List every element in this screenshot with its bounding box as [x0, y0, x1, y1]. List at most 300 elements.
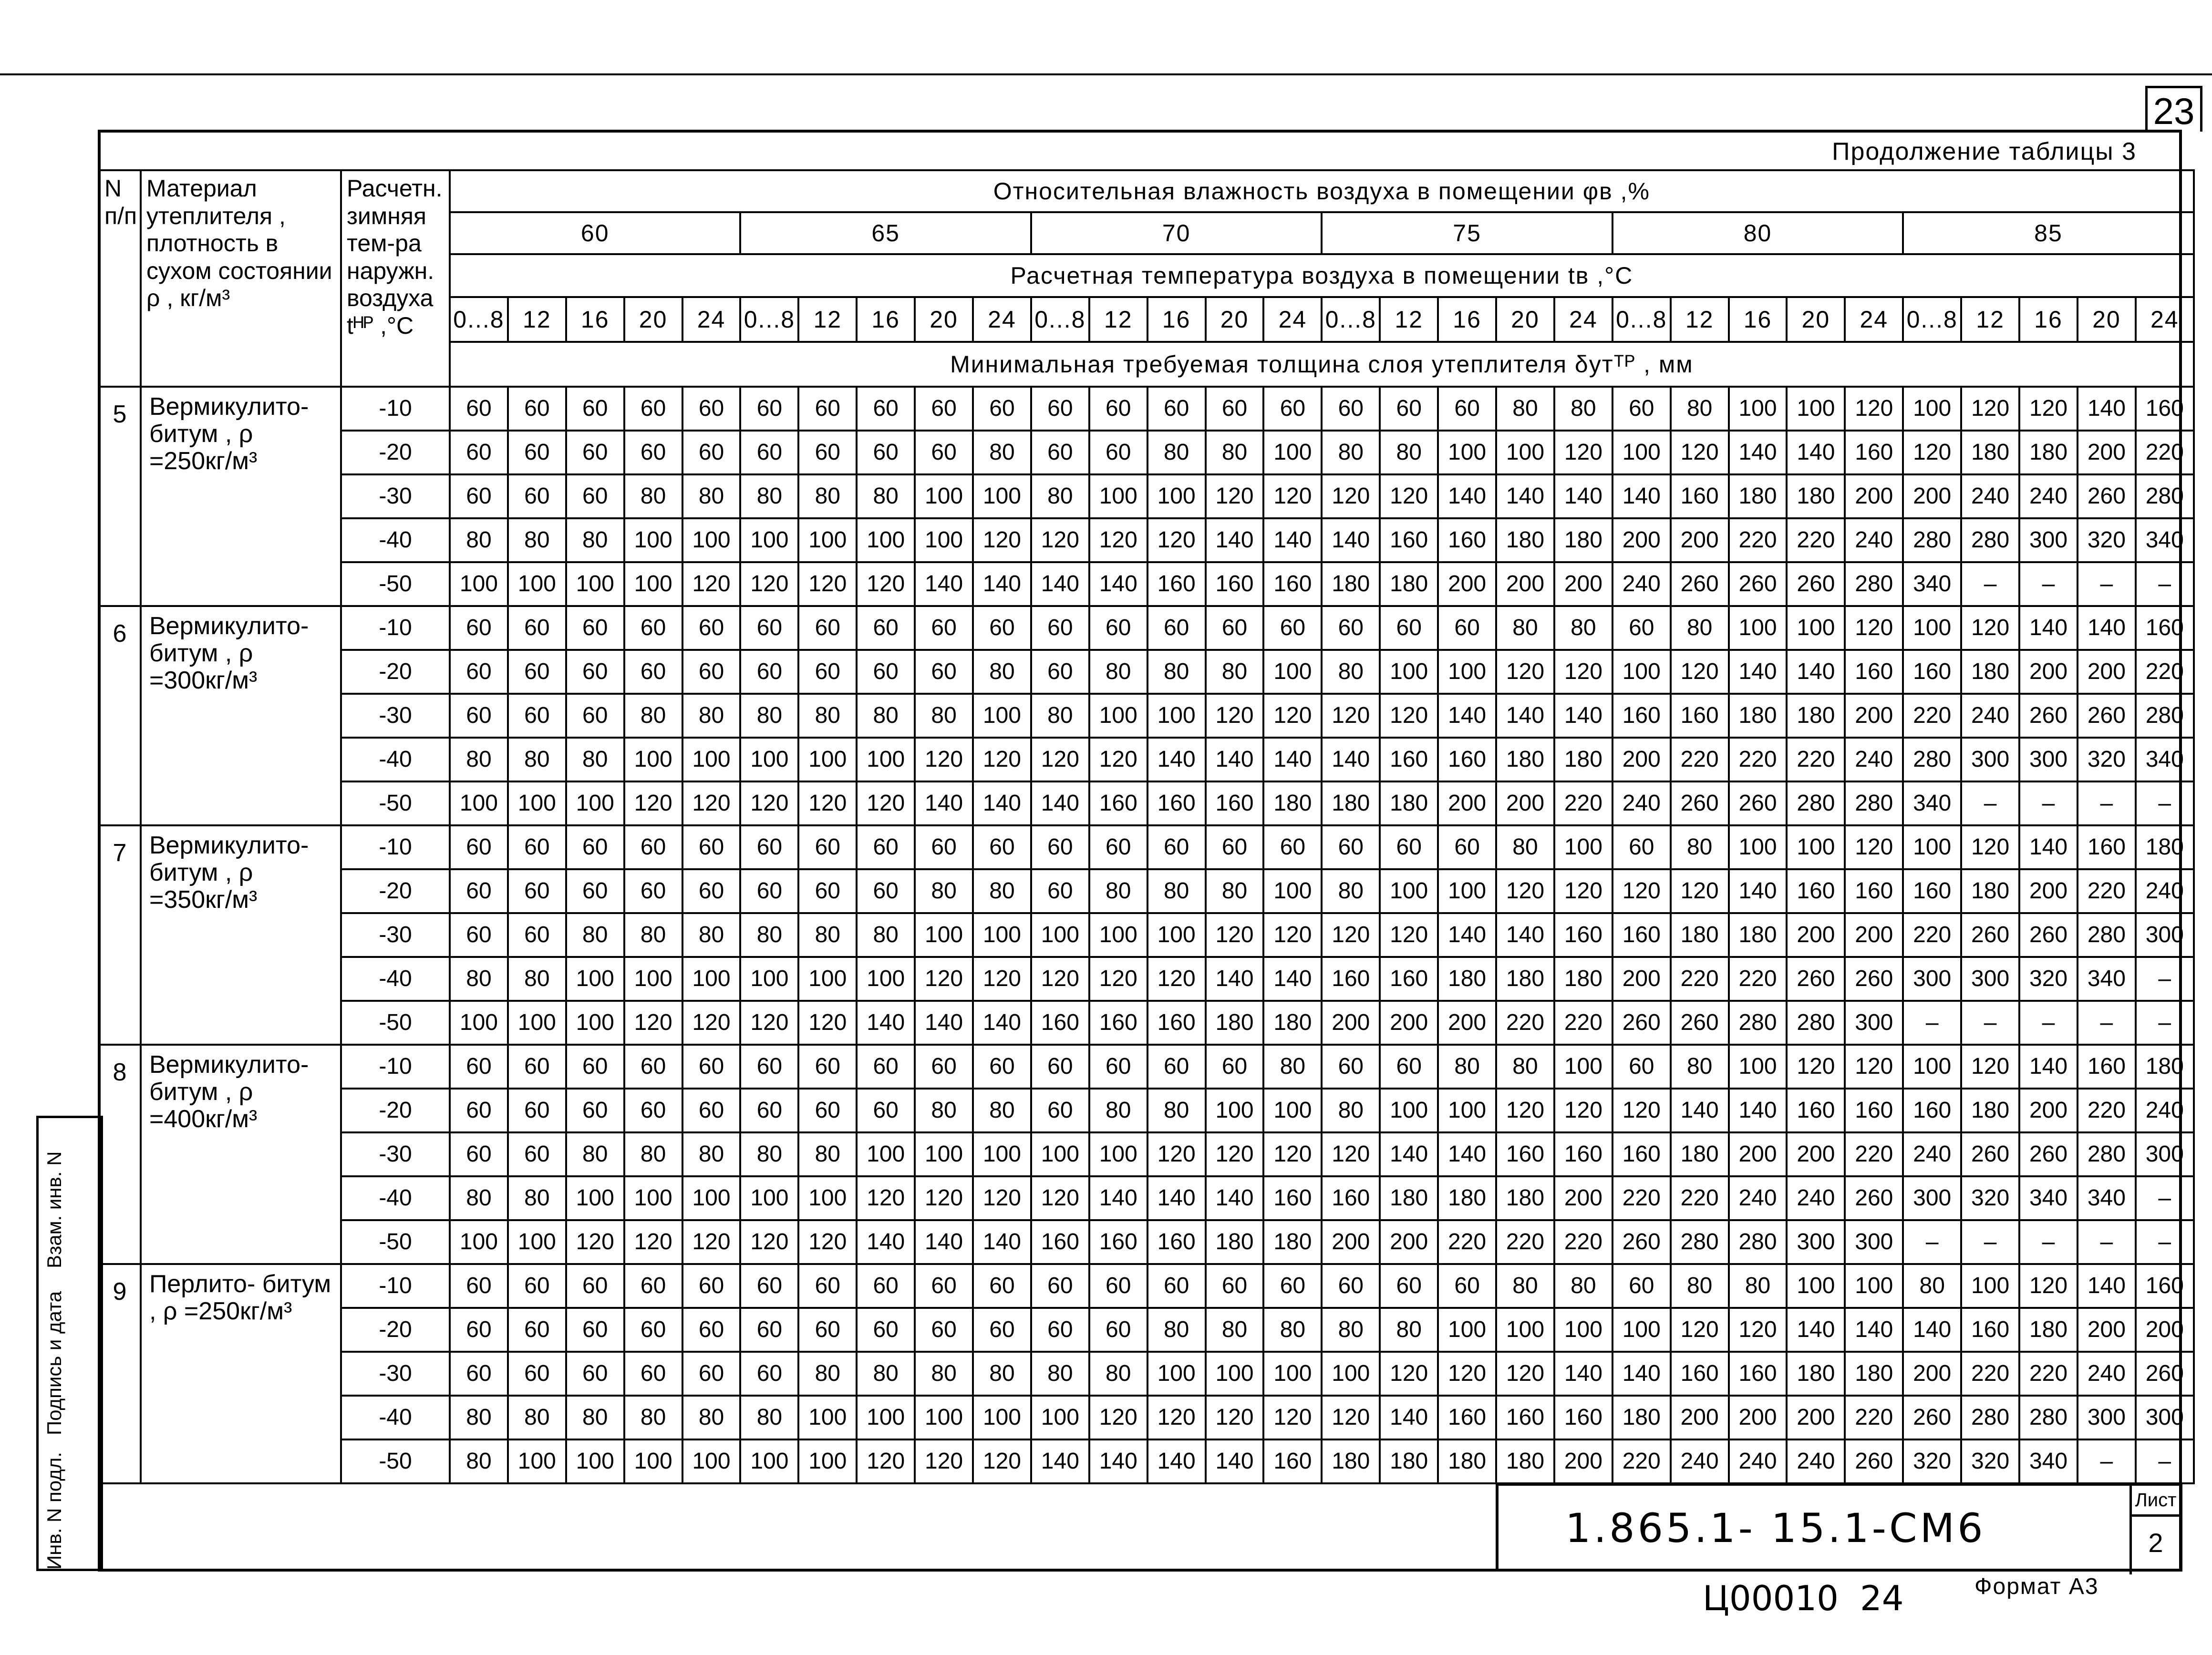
thickness-cell: 180 [1380, 1439, 1438, 1483]
thickness-cell: 60 [915, 431, 973, 474]
thickness-cell: 280 [1961, 518, 2019, 562]
thickness-cell: 320 [2078, 518, 2136, 562]
thickness-cell: 160 [1031, 1220, 1089, 1264]
thickness-cell: 60 [508, 1352, 566, 1396]
thickness-cell: 220 [1612, 1439, 1671, 1483]
thickness-cell: 100 [1787, 606, 1845, 650]
thickness-cell: 100 [1263, 1352, 1322, 1396]
table-row [99, 738, 2194, 781]
thickness-cell: 100 [740, 738, 798, 781]
thickness-cell: 120 [2019, 1264, 2078, 1308]
thickness-cell: 220 [1845, 1132, 1903, 1176]
thickness-cell: 100 [1612, 1308, 1671, 1352]
thickness-cell: 120 [1903, 431, 1961, 474]
thickness-cell: 200 [1496, 562, 1554, 606]
thickness-cell: 60 [624, 650, 682, 694]
thickness-cell: 260 [2078, 474, 2136, 518]
thickness-cell: 100 [1147, 474, 1206, 518]
thickness-cell: 140 [1903, 1308, 1961, 1352]
thickness-cell: 140 [1787, 1308, 1845, 1352]
thickness-cell: 160 [1671, 1352, 1729, 1396]
table-row [99, 1132, 2194, 1176]
thickness-cell: 60 [508, 1089, 566, 1132]
thickness-cell: 120 [973, 957, 1031, 1001]
thickness-cell: 140 [1322, 738, 1380, 781]
thickness-cell: 100 [1787, 825, 1845, 869]
thickness-cell: 160 [1961, 1308, 2019, 1352]
thickness-cell: 60 [450, 825, 508, 869]
thickness-cell: 240 [1612, 562, 1671, 606]
table-row [99, 387, 2194, 431]
thickness-cell: 200 [1496, 781, 1554, 825]
thickness-cell: 120 [1031, 957, 1089, 1001]
thickness-cell: 200 [1612, 518, 1671, 562]
thickness-cell: 100 [450, 1220, 508, 1264]
thickness-cell: 60 [1206, 1264, 1264, 1308]
indoor-temp-value: 0...8 [1031, 297, 1089, 342]
thickness-cell: 60 [1031, 606, 1089, 650]
thickness-cell: 100 [508, 1220, 566, 1264]
thickness-cell: 60 [450, 913, 508, 957]
thickness-cell: 100 [1089, 694, 1147, 738]
col-header-number: N п/п [99, 170, 141, 387]
thickness-cell: 60 [798, 1264, 857, 1308]
thickness-cell: – [2078, 781, 2136, 825]
indoor-temp-value: 12 [1961, 297, 2019, 342]
thickness-cell: 260 [1845, 957, 1903, 1001]
thickness-cell: 80 [624, 913, 682, 957]
thickness-cell: 80 [1031, 1352, 1089, 1396]
thickness-cell: 100 [566, 957, 624, 1001]
thickness-cell: 60 [915, 1045, 973, 1089]
thickness-cell: 60 [682, 431, 741, 474]
thickness-cell: 80 [1496, 1045, 1554, 1089]
thickness-cell: – [1903, 1001, 1961, 1045]
thickness-cell: 120 [682, 1220, 741, 1264]
thickness-cell: 260 [1903, 1396, 1961, 1439]
thickness-cell: 300 [1845, 1220, 1903, 1264]
table-row [99, 1308, 2194, 1352]
thickness-cell: 180 [1380, 562, 1438, 606]
thickness-cell: 200 [2019, 650, 2078, 694]
thickness-cell: 80 [1496, 1264, 1554, 1308]
thickness-cell: 160 [1845, 650, 1903, 694]
thickness-cell: 80 [915, 869, 973, 913]
thickness-cell: 200 [1322, 1001, 1380, 1045]
outdoor-temp-cell: -10 [341, 387, 450, 431]
thickness-cell: 260 [1671, 562, 1729, 606]
thickness-cell: 180 [1496, 1439, 1554, 1483]
thickness-cell: 200 [2019, 869, 2078, 913]
thickness-cell: 120 [1263, 1132, 1322, 1176]
thickness-cell: 100 [857, 1132, 915, 1176]
thickness-cell: 60 [682, 869, 741, 913]
thickness-cell: 140 [1496, 913, 1554, 957]
thickness-cell: 80 [508, 518, 566, 562]
thickness-cell: 220 [1729, 518, 1787, 562]
thickness-cell: 60 [624, 1089, 682, 1132]
thickness-cell: 140 [973, 1001, 1031, 1045]
thickness-cell: 60 [508, 650, 566, 694]
thickness-cell: 220 [1729, 738, 1787, 781]
thickness-cell: 240 [1671, 1439, 1729, 1483]
top-rule [0, 73, 2212, 75]
thickness-cell: 60 [682, 1352, 741, 1396]
thickness-cell: 120 [1961, 1045, 2019, 1089]
thickness-cell: 220 [1496, 1220, 1554, 1264]
thickness-cell: 140 [1729, 869, 1787, 913]
thickness-cell: 160 [1612, 694, 1671, 738]
thickness-cell: 180 [2019, 1308, 2078, 1352]
thickness-cell: 120 [1845, 1045, 1903, 1089]
thickness-cell: 280 [1845, 781, 1903, 825]
document-code: 1.865.1- 15.1-СМ6 [1565, 1505, 1986, 1552]
table-row [99, 1352, 2194, 1396]
thickness-cell: 100 [1496, 1308, 1554, 1352]
thickness-cell: 60 [740, 1264, 798, 1308]
indoor-temp-value: 0...8 [740, 297, 798, 342]
thickness-cell: 260 [1845, 1439, 1903, 1483]
thickness-cell: 60 [1263, 1264, 1322, 1308]
row-number: 5 [99, 387, 141, 606]
thickness-cell: 100 [1903, 825, 1961, 869]
thickness-cell: 220 [1671, 738, 1729, 781]
outdoor-temp-cell: -20 [341, 869, 450, 913]
outdoor-temp-cell: -40 [341, 518, 450, 562]
thickness-cell: 80 [1496, 825, 1554, 869]
archive-code: Ц00010 [1703, 1578, 1839, 1618]
thickness-cell: 280 [1671, 1220, 1729, 1264]
thickness-cell: 180 [1206, 1220, 1264, 1264]
thickness-cell: 80 [508, 957, 566, 1001]
thickness-cell: 260 [1787, 562, 1845, 606]
thickness-cell: 200 [2136, 1308, 2194, 1352]
table-row [99, 1045, 2194, 1089]
thickness-cell: 60 [624, 606, 682, 650]
thickness-cell: 300 [2136, 913, 2194, 957]
thickness-cell: 160 [1031, 1001, 1089, 1045]
thickness-cell: 160 [1147, 781, 1206, 825]
thickness-cell: 60 [1612, 1045, 1671, 1089]
thickness-cell: 60 [1322, 387, 1380, 431]
table-row [99, 825, 2194, 869]
thickness-cell: 180 [1496, 957, 1554, 1001]
table-row [99, 1176, 2194, 1220]
thickness-cell: 100 [1438, 1089, 1496, 1132]
thickness-cell: 120 [1263, 694, 1322, 738]
thickness-cell: 100 [566, 781, 624, 825]
thickness-cell: 80 [1322, 1308, 1380, 1352]
outdoor-temp-cell: -30 [341, 1132, 450, 1176]
thickness-cell: 100 [1729, 387, 1787, 431]
thickness-cell: 80 [1263, 1045, 1322, 1089]
thickness-cell: 80 [508, 738, 566, 781]
thickness-cell: 300 [1961, 957, 2019, 1001]
thickness-cell: 80 [508, 1396, 566, 1439]
thickness-cell: 300 [1903, 957, 1961, 1001]
outdoor-temp-cell: -50 [341, 1001, 450, 1045]
thickness-cell: 180 [1438, 957, 1496, 1001]
thickness-cell: 120 [1147, 957, 1206, 1001]
row-number: 8 [99, 1045, 141, 1264]
thickness-cell: 120 [1322, 1132, 1380, 1176]
thickness-cell: 140 [1496, 694, 1554, 738]
thickness-cell: 140 [915, 562, 973, 606]
thickness-cell: 100 [508, 781, 566, 825]
thickness-cell: 100 [1787, 387, 1845, 431]
indoor-temp-value: 24 [2136, 297, 2194, 342]
thickness-cell: 220 [2078, 1089, 2136, 1132]
thickness-cell: 80 [624, 1132, 682, 1176]
thickness-cell: 100 [973, 1132, 1031, 1176]
thickness-cell: 160 [1729, 1352, 1787, 1396]
thickness-cell: 140 [1031, 1439, 1089, 1483]
indoor-temp-value: 12 [508, 297, 566, 342]
thickness-cell: 120 [682, 1001, 741, 1045]
thickness-cell: 260 [1729, 781, 1787, 825]
outdoor-temp-cell: -40 [341, 1176, 450, 1220]
thickness-cell: 120 [915, 1439, 973, 1483]
thickness-cell: 160 [1438, 1396, 1496, 1439]
thickness-cell: – [1961, 562, 2019, 606]
material-name: Перлито- битум , ρ =250кг/м³ [141, 1264, 341, 1483]
thickness-cell: 60 [1089, 1308, 1147, 1352]
thickness-cell: 80 [1729, 1264, 1787, 1308]
thickness-cell: 80 [798, 1352, 857, 1396]
thickness-cell: 180 [1322, 1439, 1380, 1483]
thickness-cell: – [1961, 1001, 2019, 1045]
thickness-cell: 140 [973, 1220, 1031, 1264]
thickness-cell: 140 [1147, 1439, 1206, 1483]
thickness-cell: 60 [682, 606, 741, 650]
thickness-cell: 60 [1031, 869, 1089, 913]
thickness-cell: 60 [682, 650, 741, 694]
thickness-cell: 120 [1671, 1308, 1729, 1352]
thickness-cell: 260 [1612, 1001, 1671, 1045]
thickness-cell: 120 [915, 738, 973, 781]
thickness-cell: 60 [857, 1089, 915, 1132]
thickness-cell: 120 [740, 1220, 798, 1264]
thickness-cell: 80 [1089, 1089, 1147, 1132]
thickness-cell: 180 [2019, 431, 2078, 474]
thickness-cell: 200 [1903, 474, 1961, 518]
thickness-cell: 160 [1554, 1396, 1612, 1439]
thickness-cell: 280 [1903, 738, 1961, 781]
thickness-cell: 80 [1206, 869, 1264, 913]
thickness-cell: 60 [1263, 825, 1322, 869]
thickness-cell: 120 [624, 1220, 682, 1264]
thickness-cell: 60 [1380, 387, 1438, 431]
thickness-cell: 200 [1845, 694, 1903, 738]
thickness-cell: 180 [1322, 562, 1380, 606]
thickness-cell: 80 [1147, 869, 1206, 913]
thickness-cell: 300 [1903, 1176, 1961, 1220]
thickness-cell: 100 [624, 1439, 682, 1483]
thickness-cell: 120 [1961, 606, 2019, 650]
thickness-cell: 340 [1903, 562, 1961, 606]
sheet-label: Лист [2129, 1486, 2180, 1517]
table-row [99, 474, 2194, 518]
indoor-temp-value: 24 [1554, 297, 1612, 342]
thickness-cell: 60 [508, 387, 566, 431]
thickness-cell: 80 [798, 1132, 857, 1176]
thickness-cell: 160 [1263, 1176, 1322, 1220]
thickness-cell: 160 [1903, 1089, 1961, 1132]
thickness-cell: 60 [1147, 1045, 1206, 1089]
thickness-cell: 100 [1496, 431, 1554, 474]
thickness-cell: 100 [1031, 1132, 1089, 1176]
thickness-cell: 80 [1671, 1045, 1729, 1089]
humidity-value: 75 [1322, 212, 1612, 254]
thickness-cell: 60 [857, 825, 915, 869]
thickness-cell: 180 [1554, 957, 1612, 1001]
thickness-cell: 60 [740, 1308, 798, 1352]
thickness-cell: 180 [1787, 1352, 1845, 1396]
thickness-cell: 240 [2136, 869, 2194, 913]
thickness-cell: 200 [1671, 1396, 1729, 1439]
thickness-cell: 120 [798, 781, 857, 825]
thickness-cell: 200 [1729, 1396, 1787, 1439]
thickness-cell: 160 [1263, 1439, 1322, 1483]
humidity-value: 80 [1612, 212, 1903, 254]
thickness-cell: 140 [1322, 518, 1380, 562]
thickness-cell: 200 [1729, 1132, 1787, 1176]
thickness-cell: 60 [682, 1264, 741, 1308]
thickness-cell: 280 [2078, 1132, 2136, 1176]
thickness-cell: 80 [1496, 606, 1554, 650]
thickness-cell: 60 [450, 1264, 508, 1308]
thickness-cell: 180 [2136, 825, 2194, 869]
thickness-cell: 60 [1089, 431, 1147, 474]
thickness-cell: 100 [450, 781, 508, 825]
thickness-cell: 200 [2078, 431, 2136, 474]
thickness-cell: 160 [2136, 606, 2194, 650]
thickness-cell: 60 [450, 387, 508, 431]
thickness-cell: 220 [1845, 1396, 1903, 1439]
thickness-cell: 120 [1206, 913, 1264, 957]
table-row [99, 1089, 2194, 1132]
thickness-cell: 100 [624, 1176, 682, 1220]
thickness-cell: 120 [1031, 1176, 1089, 1220]
thickness-cell: 100 [1903, 606, 1961, 650]
thickness-cell: 60 [566, 825, 624, 869]
thickness-cell: 60 [1089, 606, 1147, 650]
thickness-cell: 80 [450, 1176, 508, 1220]
thickness-cell: 140 [2019, 1045, 2078, 1089]
thickness-cell: 80 [1496, 387, 1554, 431]
thickness-cell: 80 [1671, 606, 1729, 650]
table-row [99, 1264, 2194, 1308]
indoor-temp-value: 20 [1496, 297, 1554, 342]
thickness-cell: 240 [1729, 1176, 1787, 1220]
thickness-cell: 60 [1031, 1045, 1089, 1089]
thickness-cell: 100 [1322, 1352, 1380, 1396]
thickness-cell: 60 [798, 1089, 857, 1132]
thickness-cell: 60 [857, 431, 915, 474]
insulation-thickness-table [98, 169, 2195, 1484]
thickness-cell: 60 [798, 650, 857, 694]
thickness-cell: 100 [973, 474, 1031, 518]
thickness-cell: 240 [2078, 1352, 2136, 1396]
thickness-cell: 60 [1612, 1264, 1671, 1308]
thickness-cell: 140 [2078, 1264, 2136, 1308]
thickness-cell: 160 [1671, 694, 1729, 738]
thickness-cell: 80 [1147, 431, 1206, 474]
thickness-cell: 140 [1263, 518, 1322, 562]
thickness-cell: 60 [566, 694, 624, 738]
thickness-cell: 120 [1089, 957, 1147, 1001]
col-header-outdoor-temp: Расчетн. зимняя тем-ра наружн. воздуха tᴴᴾ ,°С [341, 170, 450, 387]
thickness-cell: 60 [566, 1045, 624, 1089]
thickness-cell: 80 [1671, 825, 1729, 869]
thickness-cell: 60 [740, 387, 798, 431]
thickness-cell: 340 [2019, 1439, 2078, 1483]
thickness-cell: 340 [2136, 738, 2194, 781]
thickness-cell: 60 [1322, 1264, 1380, 1308]
thickness-cell: 120 [1845, 606, 1903, 650]
table-row [99, 957, 2194, 1001]
thickness-cell: 140 [1438, 1132, 1496, 1176]
thickness-cell: 80 [973, 869, 1031, 913]
thickness-cell: 240 [1729, 1439, 1787, 1483]
thickness-cell: 280 [2078, 913, 2136, 957]
thickness-cell: 100 [1089, 913, 1147, 957]
thickness-cell: 260 [1961, 1132, 2019, 1176]
thickness-cell: 60 [740, 650, 798, 694]
thickness-cell: 140 [1206, 957, 1264, 1001]
thickness-cell: 100 [682, 957, 741, 1001]
indoor-temp-value: 16 [857, 297, 915, 342]
thickness-cell: 80 [566, 738, 624, 781]
thickness-cell: 240 [1787, 1176, 1845, 1220]
thickness-cell: 100 [682, 1176, 741, 1220]
thickness-cell: 80 [1322, 650, 1380, 694]
thickness-cell: 160 [1612, 913, 1671, 957]
thickness-cell: 100 [624, 957, 682, 1001]
thickness-cell: 200 [1438, 562, 1496, 606]
thickness-cell: 100 [1206, 1089, 1264, 1132]
thickness-cell: 140 [1263, 957, 1322, 1001]
thickness-cell: 160 [1147, 1220, 1206, 1264]
thickness-cell: 60 [566, 1352, 624, 1396]
outdoor-temp-cell: -10 [341, 825, 450, 869]
thickness-cell: 100 [1438, 431, 1496, 474]
thickness-cell: 160 [1438, 738, 1496, 781]
thickness-cell: 180 [1961, 869, 2019, 913]
thickness-cell: 260 [1787, 957, 1845, 1001]
thickness-cell: 80 [1380, 1308, 1438, 1352]
thickness-cell: 100 [1263, 1089, 1322, 1132]
thickness-cell: – [2078, 562, 2136, 606]
outdoor-temp-cell: -20 [341, 1308, 450, 1352]
thickness-cell: 120 [624, 1001, 682, 1045]
thickness-cell: 60 [450, 1089, 508, 1132]
thickness-cell: 140 [1089, 562, 1147, 606]
thickness-cell: 80 [740, 913, 798, 957]
thickness-cell: 160 [1845, 431, 1903, 474]
thickness-cell: 140 [2078, 387, 2136, 431]
thickness-cell: 60 [740, 431, 798, 474]
thickness-cell: 60 [566, 869, 624, 913]
thickness-cell: 160 [1322, 1176, 1380, 1220]
thickness-cell: 100 [1380, 650, 1438, 694]
thickness-cell: 240 [2019, 474, 2078, 518]
humidity-value: 60 [450, 212, 740, 254]
indoor-temp-value: 20 [624, 297, 682, 342]
thickness-cell: 180 [1729, 474, 1787, 518]
thickness-cell: 100 [915, 474, 973, 518]
table-continuation-label: Продолжение таблицы 3 [1832, 138, 2137, 165]
